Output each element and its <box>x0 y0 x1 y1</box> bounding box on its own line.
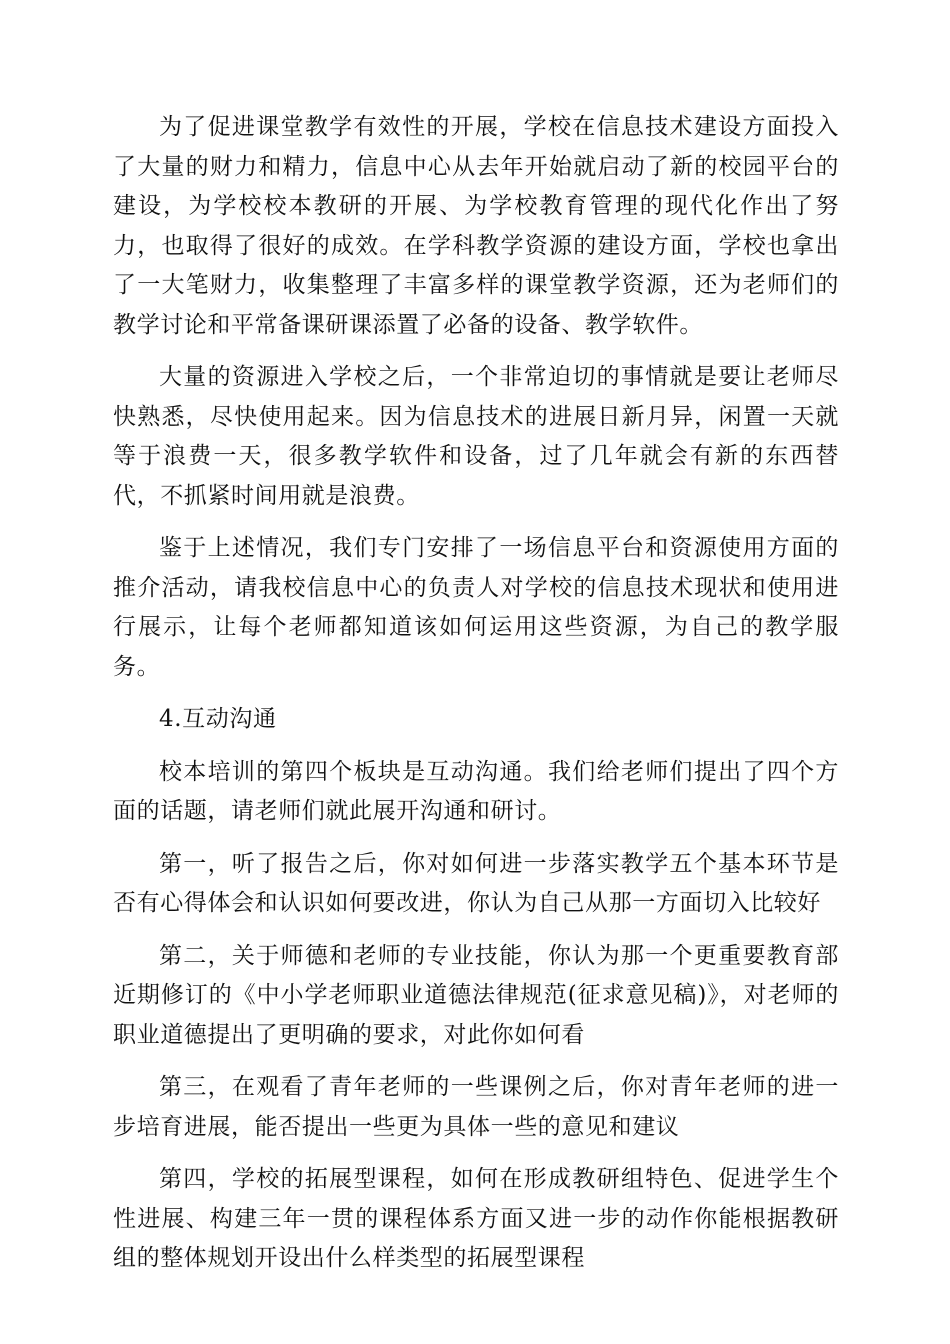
paragraph-topic-third: 第三，在观看了青年老师的一些课例之后，你对青年老师的进一步培育进展，能否提出一些更为具体一些的意见和建议 <box>113 1074 839 1140</box>
paragraph-topic-first: 第一，听了报告之后，你对如何进一步落实教学五个基本环节是否有心得体会和认识如何要改进，你认为自己从那一方面切入比较好 <box>113 850 839 916</box>
paragraph-topic-second: 第二，关于师德和老师的专业技能，你认为那一个更重要教育部近期修订的《中小学老师职业道德法律规范(征求意见稿)》，对老师的职业道德提出了更明确的要求，对此你如何看 <box>113 942 839 1048</box>
document-page <box>113 108 839 1292</box>
paragraph-topic-fourth: 第四，学校的拓展型课程，如何在形成教研组特色、促进学生个性进展、构建三年一贯的课程体系方面又进一步的动作你能根据教研组的整体规划开设出什么样类型的拓展型课程 <box>113 1166 839 1271</box>
paragraph-resource-usage: 大量的资源进入学校之后，一个非常迫切的事情就是要让老师尽快熟悉，尽快使用起来。因为信息技术的进展日新月异，闲置一天就等于浪费一天，很多教学软件和设备，过了几年就会有新的东西替代，不抓紧时间用就是浪费。 <box>113 364 839 509</box>
paragraph-it-investment: 为了促进课堂教学有效性的开展，学校在信息技术建设方面投入了大量的财力和精力，信息中心从去年开始就启动了新的校园平台的建设，为学校校本教研的开展、为学校教育管理的现代化作出了努力，也取得了很好的成效。在学科教学资源的建设方面，学校也拿出了一大笔财力，收集整理了丰富多样的课堂教学资源，还为老师们的教学讨论和平常备课研课添置了必备的设备、教学软件。 <box>113 114 839 338</box>
paragraph-promotion-activity: 鉴于上述情况，我们专门安排了一场信息平台和资源使用方面的推介活动，请我校信息中心的负责人对学校的信息技术现状和使用进行展示，让每个老师都知道该如何运用这些资源，为自己的教学服务。 <box>113 535 839 680</box>
section-heading: 4.互动沟通 <box>159 706 277 732</box>
paragraph-interaction-intro: 校本培训的第四个板块是互动沟通。我们给老师们提出了四个方面的话题，请老师们就此展开沟通和研讨。 <box>113 758 839 824</box>
